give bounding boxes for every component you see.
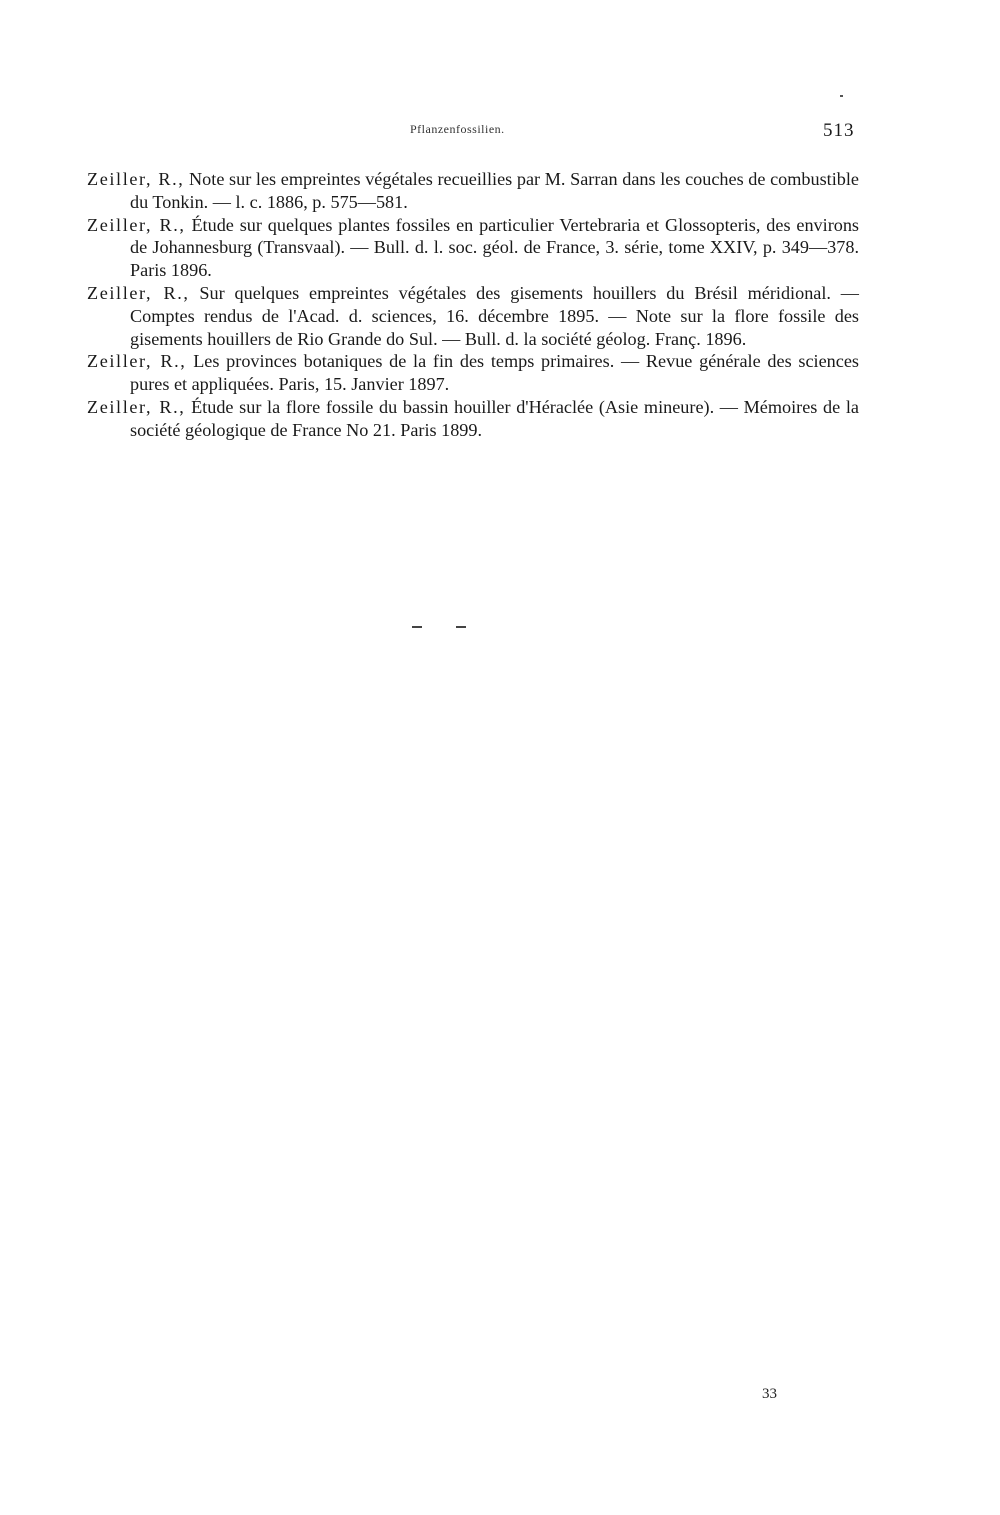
entry-text: Note sur les empreintes végétales recueillies par M. Sarran dans les couches de combustible du Tonkin. — l. c. 1886, p. 575—581. <box>130 169 860 212</box>
page-number: 513 <box>823 120 855 141</box>
entry-text: Les provinces botaniques de la fin des temps primaires. — Revue générale des sciences pures et appliquées. Paris, 15. Janvier 1897. <box>130 351 859 395</box>
bibliography-entry <box>87 168 859 214</box>
corner-mark <box>840 95 843 97</box>
entry-author: Zeiller, R., <box>87 351 187 372</box>
entry-author: Zeiller, R., <box>87 169 185 189</box>
signature-mark: 33 <box>762 1386 777 1402</box>
entry-author: Zeiller, R., <box>87 282 190 303</box>
entry-text: Sur quelques empreintes végétales des gisements houillers du Brésil méridional. — Comptes rendus de l'Acad. d. sciences, 16. décembre 1895. — Note sur la flore fossile des gisements houillers de Rio Grande do Sul. — Bull. d. la société géolog. Franç. 1896. <box>130 282 859 349</box>
entry-text: Étude sur quelques plantes fossiles en particulier Vertebraria et Glossopteris, des environs de Johannesburg (Transvaal). — Bull. d. l. soc. géol. de France, 3. série, tome XXIV, p. 349—378. Paris 1896. <box>130 214 860 281</box>
entry-author: Zeiller, R., <box>87 396 186 417</box>
bibliography-entry <box>87 282 859 350</box>
divider-dash <box>456 626 466 628</box>
section-divider <box>412 626 468 629</box>
bibliography-list <box>87 168 859 442</box>
divider-dash <box>412 626 422 628</box>
bibliography-entry <box>87 214 859 282</box>
bibliography-entry <box>87 350 859 396</box>
entry-text: Étude sur la flore fossile du bassin houiller d'Héraclée (Asie mineure). — Mémoires de la société géologique de France No 21. Paris 1899. <box>130 396 860 440</box>
entry-author: Zeiller, R., <box>87 214 186 235</box>
bibliography-entry <box>87 396 859 442</box>
running-title: Pflanzenfossilien. <box>410 122 505 136</box>
running-head <box>0 120 1000 144</box>
